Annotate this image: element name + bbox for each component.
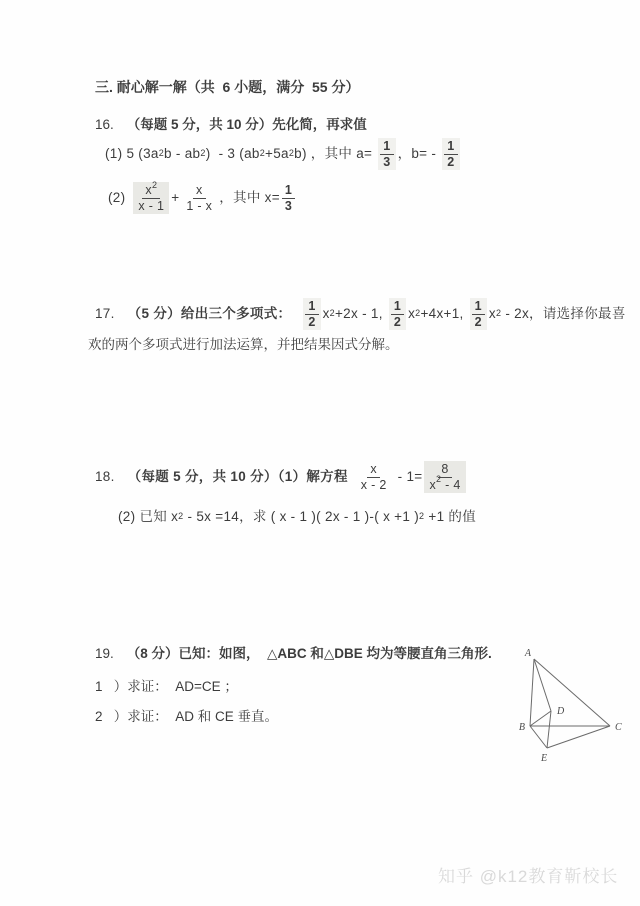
formula-text: ，其中 x= bbox=[219, 190, 280, 206]
question-18-part2: (2) 已知 x $^2$ - 5x =14，求 ( x - 1 )( 2x - 1 )-( x +1 ) $^2$ +1 的值 bbox=[118, 509, 477, 524]
segment-be bbox=[530, 726, 547, 748]
fraction-one-third: $\frac{1}{3}$ bbox=[378, 138, 395, 170]
question-18-line1 bbox=[95, 452, 468, 502]
question-19-item2 bbox=[95, 708, 278, 726]
formula-text: +5a bbox=[265, 146, 289, 162]
question-17-line1: 17. （5 分）给出三个多项式： $\frac{1}{2}$ x $^2$ +2x - 1, $\frac{1}{2}$ x $^2$ +4x+1, $\frac{1}{2}$ x $^2$ - 2x，请选择你最喜 bbox=[95, 299, 626, 329]
formula-text: x bbox=[408, 306, 416, 322]
question-16-stem-text: （每题 5 分，共 10 分）先化简，再求值 bbox=[126, 117, 367, 132]
formula-text: ) - 3 (ab bbox=[205, 146, 260, 162]
exponent: 2 bbox=[151, 179, 158, 190]
question-17-number: 17. bbox=[95, 306, 115, 322]
segment-de bbox=[547, 711, 551, 748]
fraction-one-half: $\frac{1}{2}$ bbox=[303, 298, 320, 330]
question-18-number: 18. bbox=[95, 469, 115, 485]
formula-text: - 5x =14，求 ( x - 1 )( 2x - 1 )-( x +1 ) bbox=[183, 509, 420, 524]
formula-text: +2x - 1, bbox=[334, 306, 387, 322]
plus-operator: + bbox=[171, 190, 180, 206]
vertex-label-d: D bbox=[557, 706, 565, 717]
question-19-line1-text: （8 分）已知：如图， △ABC 和△DBE 均为等腰直角三角形. bbox=[126, 646, 492, 661]
question-16-part1: (1) 5 (3a $^2$ b - ab $^2$ ) - 3 (ab $^2$ +5a $^2$ b) ，其中 a= $\frac{1}{3}$ ，b= - $\frac{1}{2}$ bbox=[105, 136, 462, 172]
formula-text: - 2x，请选择你最喜 bbox=[501, 306, 626, 322]
fraction-x2-over-x-1: $\frac{x^2}{x - 1}$ bbox=[133, 182, 169, 214]
formula-text: x bbox=[322, 306, 330, 322]
formula-text: (2) 已知 x bbox=[118, 509, 179, 524]
item-text: ）求证： AD 和 CE 垂直。 bbox=[102, 709, 279, 724]
question-16-part2 bbox=[108, 176, 297, 220]
formula-text: x bbox=[488, 306, 496, 322]
item-text: ）求证： AD=CE ； bbox=[102, 679, 238, 694]
fraction-one-half: $\frac{1}{2}$ bbox=[442, 138, 459, 170]
vertex-label-b: B bbox=[518, 722, 525, 733]
question-19-number: 19. bbox=[95, 646, 114, 661]
vertex-label-c: C bbox=[615, 722, 622, 733]
question-18-intro: （每题 5 分，共 10 分）（1）解方程 bbox=[127, 469, 348, 485]
part-label: (2) bbox=[108, 190, 126, 206]
section-header-text: 三. 耐心解一解（共 6 小题，满分 55 分） bbox=[95, 79, 360, 95]
fraction-8-over-x2-4: $\frac{8}{x^2 - 4}$ bbox=[424, 461, 465, 493]
formula-text: b - ab bbox=[164, 146, 201, 162]
formula-text: - 1= bbox=[393, 469, 423, 485]
zhihu-watermark bbox=[438, 862, 618, 887]
item-number: 1 bbox=[95, 679, 103, 694]
segment-ab bbox=[530, 659, 534, 726]
vertex-label-e: E bbox=[540, 753, 548, 764]
exponent: 2 bbox=[436, 474, 442, 485]
formula-text: (1) 5 (3a bbox=[105, 146, 159, 162]
formula-text: +4x+1, bbox=[420, 306, 468, 322]
formula-text: ，b= - bbox=[397, 146, 441, 162]
item-number: 2 bbox=[95, 709, 103, 724]
watermark-text: 知乎 @k12教育靳校长 bbox=[438, 867, 619, 886]
question-17-line2 bbox=[88, 336, 399, 354]
fraction-x-over-1-x: $\frac{x}{1 - x}$ bbox=[186, 183, 213, 213]
question-19-line1 bbox=[95, 645, 492, 663]
formula-text: +1 的值 bbox=[424, 509, 477, 524]
section-header bbox=[95, 78, 359, 96]
fraction-x-over-x-2: $\frac{x}{x - 2}$ bbox=[360, 462, 387, 492]
vertex-label-a: A bbox=[524, 648, 531, 659]
segment-ec bbox=[547, 726, 610, 748]
question-17-line2-text: 欢的两个多项式进行加法运算，并把结果因式分解。 bbox=[88, 337, 399, 352]
question-16-stem bbox=[95, 116, 367, 134]
segment-bd bbox=[530, 711, 551, 726]
formula-text: b) ，其中 a= bbox=[294, 146, 377, 162]
fraction-one-half: $\frac{1}{2}$ bbox=[389, 298, 406, 330]
question-17-intro: （5 分）给出三个多项式： bbox=[127, 306, 292, 322]
fraction-one-half: $\frac{1}{2}$ bbox=[470, 298, 487, 330]
question-16-number: 16. bbox=[95, 117, 114, 132]
fraction-one-third: $\frac{1}{3}$ bbox=[280, 182, 297, 214]
geometry-figure bbox=[503, 646, 631, 776]
question-19-item1 bbox=[95, 678, 238, 696]
